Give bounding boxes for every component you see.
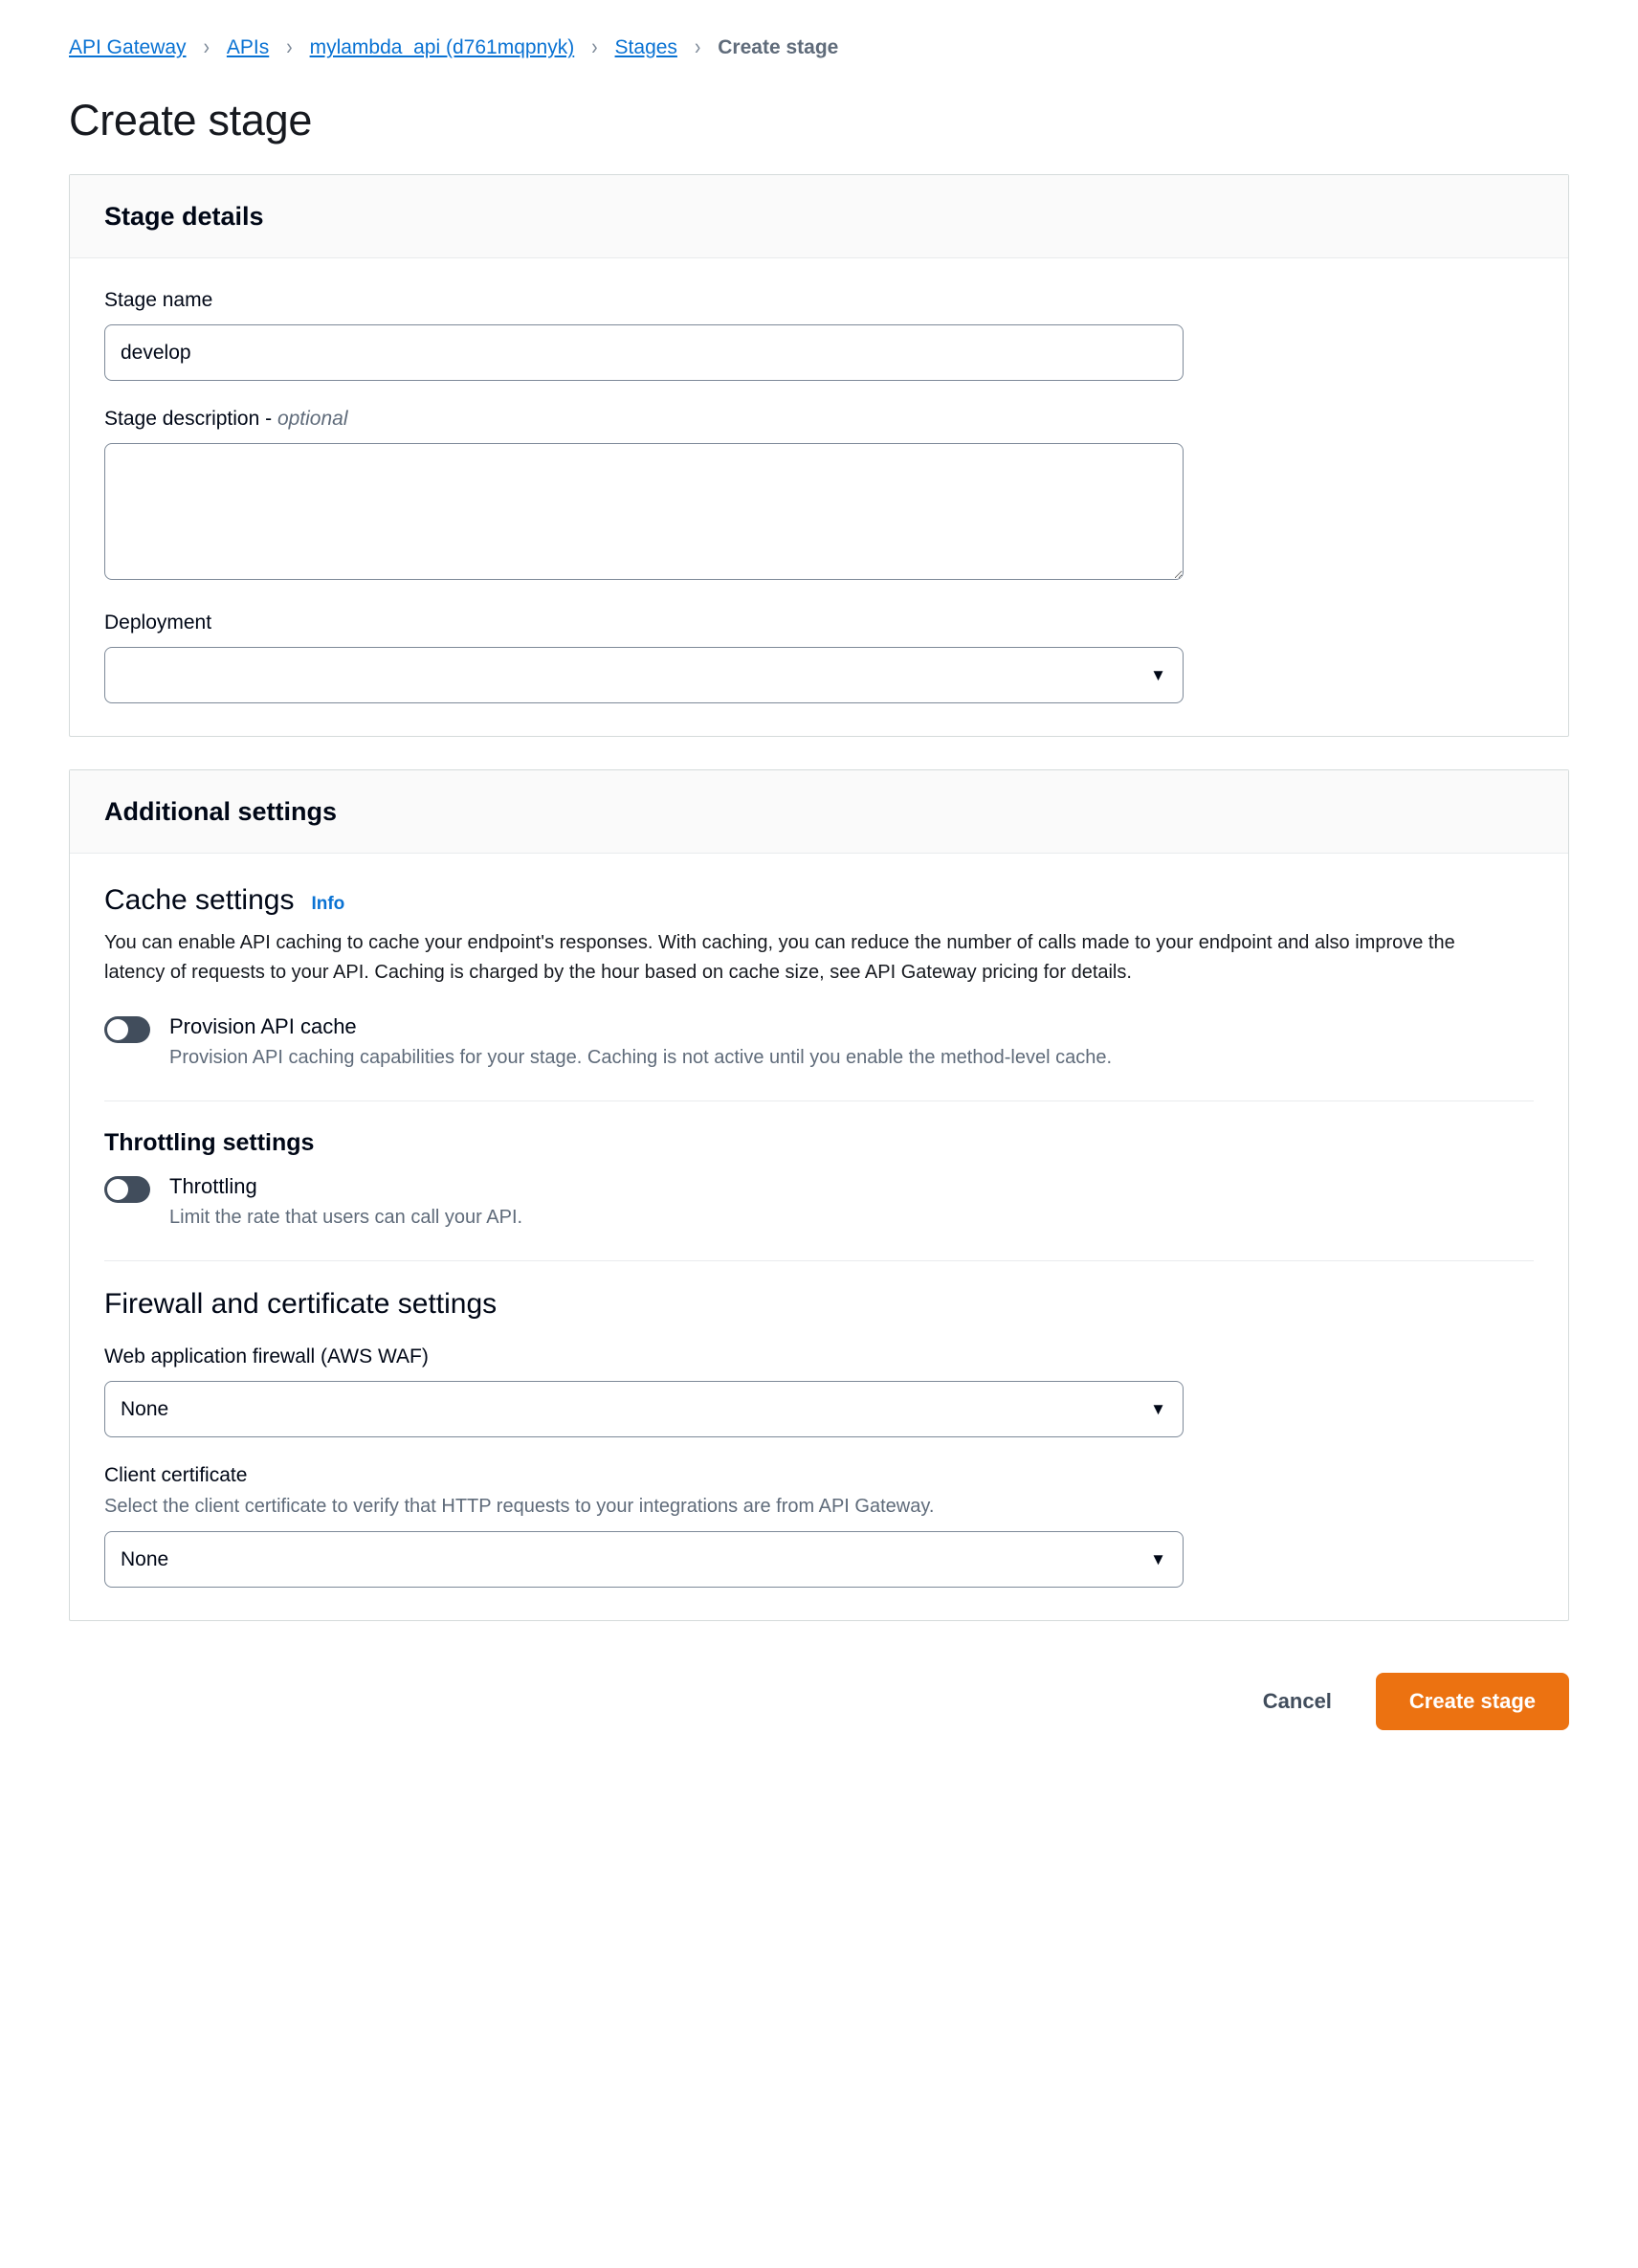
stage-name-input[interactable] bbox=[104, 324, 1184, 381]
waf-select[interactable]: None bbox=[104, 1381, 1184, 1437]
stage-details-title: Stage details bbox=[104, 202, 264, 231]
provision-api-cache-row bbox=[104, 1012, 1534, 1072]
client-certificate-select[interactable]: None bbox=[104, 1531, 1184, 1588]
chevron-right-icon: › bbox=[203, 34, 210, 60]
provision-api-cache-description: Provision API caching capabilities for your stage. Caching is not active until you enable the method-level cache. bbox=[169, 1047, 1112, 1068]
divider bbox=[104, 1260, 1534, 1261]
chevron-right-icon: › bbox=[694, 34, 701, 60]
stage-details-header bbox=[70, 175, 1568, 258]
breadcrumb-item-current: Create stage bbox=[718, 36, 839, 58]
throttling-row bbox=[104, 1172, 1534, 1232]
chevron-down-icon: ▼ bbox=[1150, 665, 1166, 684]
waf-field bbox=[104, 1344, 1534, 1437]
provision-api-cache-texts bbox=[169, 1012, 1112, 1072]
additional-settings-header bbox=[70, 770, 1568, 854]
toggle-knob bbox=[107, 1019, 128, 1040]
deployment-select-wrapper bbox=[104, 647, 1184, 703]
toggle-knob bbox=[107, 1179, 128, 1200]
breadcrumb-item-api[interactable]: mylambda_api (d761mqpnyk) bbox=[309, 36, 575, 58]
create-stage-button[interactable]: Create stage bbox=[1376, 1673, 1569, 1730]
additional-settings-body bbox=[70, 854, 1568, 1620]
client-certificate-select-wrapper bbox=[104, 1531, 1184, 1588]
provision-api-cache-toggle[interactable] bbox=[104, 1016, 150, 1043]
cache-info-link[interactable]: Info bbox=[311, 894, 345, 914]
deployment-field bbox=[104, 610, 1534, 703]
deployment-select[interactable] bbox=[104, 647, 1184, 703]
provision-api-cache-label: Provision API cache bbox=[169, 1014, 357, 1038]
chevron-down-icon: ▼ bbox=[1150, 1399, 1166, 1418]
cache-settings-title bbox=[104, 882, 1534, 923]
stage-description-label bbox=[104, 406, 1534, 433]
client-certificate-label: Client certificate bbox=[104, 1464, 248, 1486]
throttling-toggle[interactable] bbox=[104, 1176, 150, 1203]
chevron-right-icon: › bbox=[591, 34, 598, 60]
firewall-settings-title: Firewall and certificate settings bbox=[104, 1288, 498, 1320]
page-title: Create stage bbox=[69, 96, 313, 145]
chevron-down-icon: ▼ bbox=[1150, 1549, 1166, 1568]
additional-settings-container bbox=[69, 769, 1569, 1621]
breadcrumb-item-apis[interactable]: APIs bbox=[226, 36, 270, 58]
stage-name-field bbox=[104, 287, 1534, 381]
waf-select-wrapper bbox=[104, 1381, 1184, 1437]
additional-settings-title: Additional settings bbox=[104, 797, 337, 826]
breadcrumb-item-stages[interactable]: Stages bbox=[614, 36, 677, 58]
stage-description-label-text: Stage description - bbox=[104, 408, 277, 430]
footer-actions bbox=[69, 1654, 1569, 1768]
breadcrumb-item-api-gateway[interactable]: API Gateway bbox=[69, 36, 187, 58]
stage-description-textarea[interactable] bbox=[104, 443, 1184, 580]
throttling-description: Limit the rate that users can call your API. bbox=[169, 1207, 523, 1228]
stage-description-optional-text: optional bbox=[277, 408, 348, 430]
client-certificate-description: Select the client certificate to verify that HTTP requests to your integrations are from API Gateway. bbox=[104, 1496, 935, 1517]
cancel-button[interactable]: Cancel bbox=[1238, 1676, 1357, 1727]
throttling-settings-title: Throttling settings bbox=[104, 1129, 315, 1156]
deployment-label: Deployment bbox=[104, 611, 212, 634]
stage-description-field bbox=[104, 406, 1534, 585]
chevron-right-icon: › bbox=[286, 34, 293, 60]
client-certificate-field bbox=[104, 1462, 1534, 1588]
stage-details-container bbox=[69, 174, 1569, 737]
cache-settings-title-text: Cache settings bbox=[104, 884, 295, 916]
cache-settings-description: You can enable API caching to cache your endpoint's responses. With caching, you can reduce the number of calls made to your endpoint and also improve the latency of requests to your API. Caching is charged by the hour based on cache size, see API Gateway pricing for details. bbox=[104, 932, 1455, 983]
stage-details-body bbox=[70, 258, 1568, 736]
throttling-label: Throttling bbox=[169, 1174, 257, 1198]
stage-name-label: Stage name bbox=[104, 289, 213, 311]
waf-label: Web application firewall (AWS WAF) bbox=[104, 1345, 429, 1367]
throttling-texts bbox=[169, 1172, 522, 1232]
breadcrumb bbox=[69, 0, 1569, 61]
